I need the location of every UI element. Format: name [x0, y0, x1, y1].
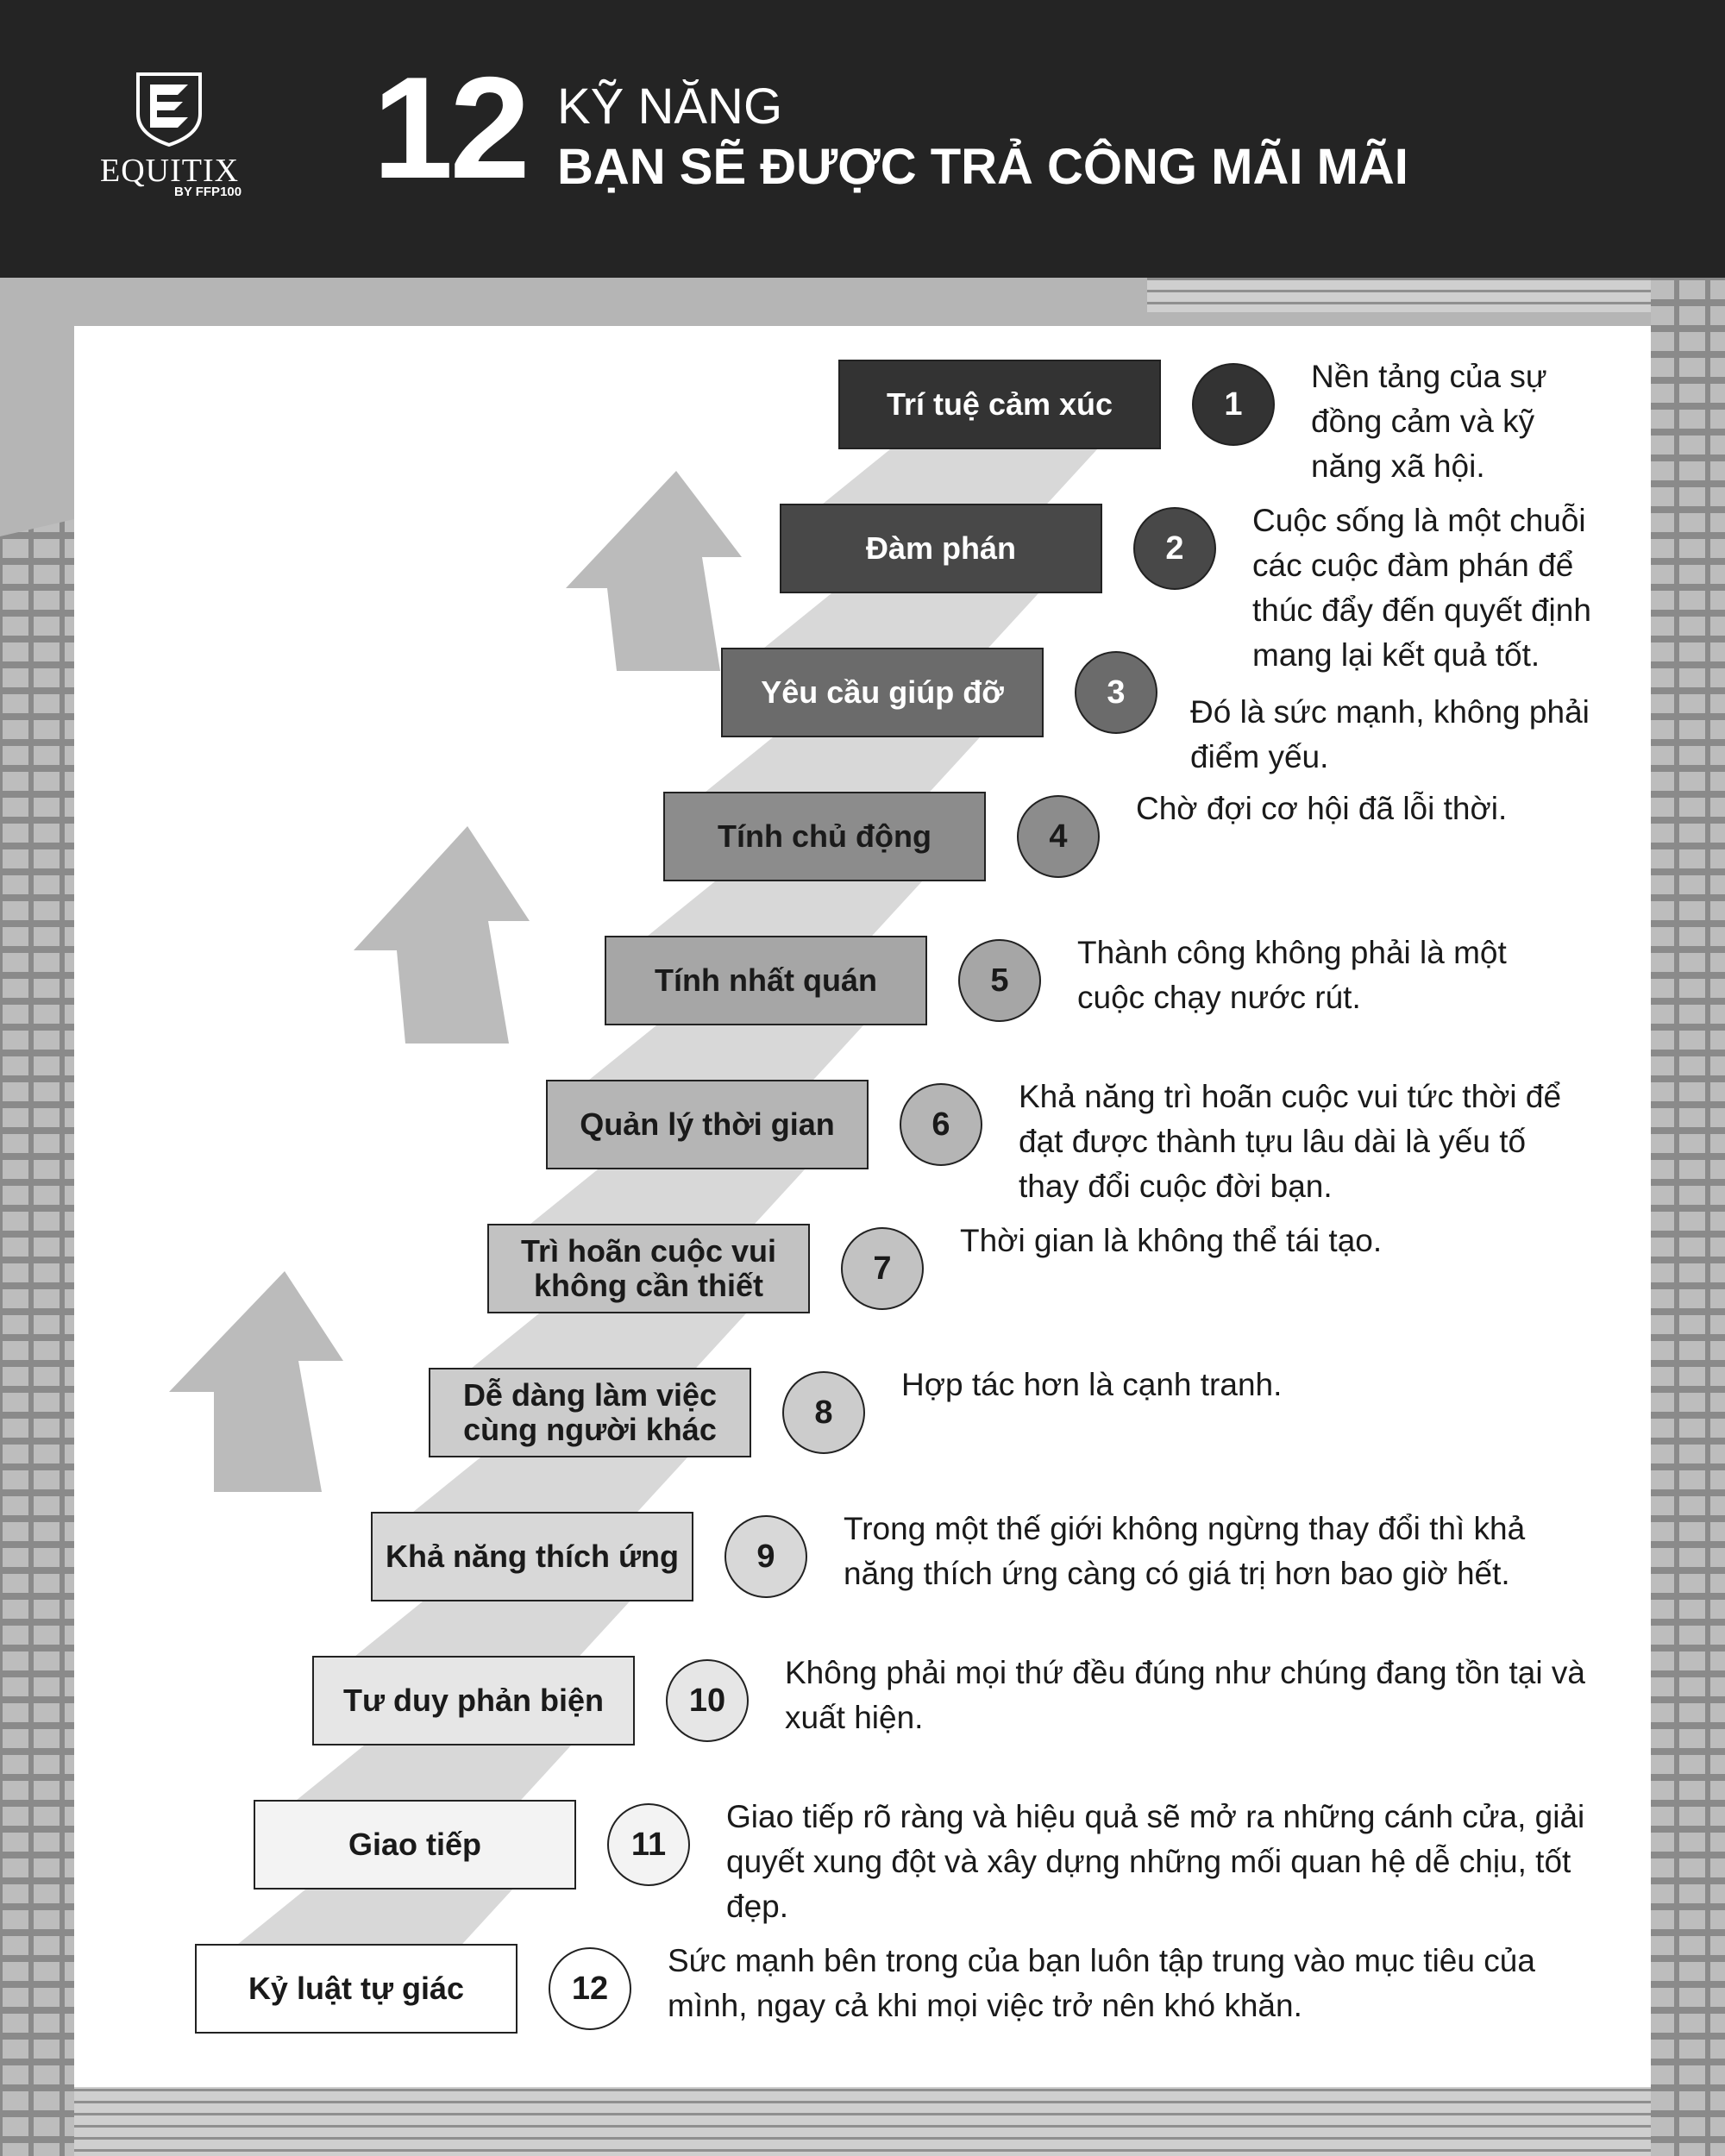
- equitix-logo: [100, 69, 247, 198]
- skill-description: Sức mạnh bên trong của bạn luôn tập trung vào mục tiêu của mình, ngay cả khi mọi việc trở nên khó khăn.: [668, 1943, 1535, 2023]
- skill-description: Đó là sức mạnh, không phải điểm yếu.: [1190, 694, 1590, 774]
- skill-description: Cuộc sống là một chuỗi các cuộc đàm phán để thúc đẩy đến quyết định mang lại kết quả tốt.: [1252, 503, 1591, 673]
- headline-number: 12: [373, 47, 527, 209]
- skill-description: Hợp tác hơn là cạnh tranh.: [901, 1367, 1283, 1402]
- headline-line-1: KỸ NĂNG: [557, 78, 783, 135]
- skill-number-badge: 12: [549, 1947, 631, 2030]
- skill-number-badge: 4: [1017, 795, 1100, 878]
- skill-number-badge: 1: [1192, 363, 1275, 446]
- skill-step-box: Tính nhất quán: [605, 936, 927, 1025]
- skill-number-badge: 9: [724, 1515, 807, 1598]
- skill-number-badge: 2: [1133, 507, 1216, 590]
- skill-step-box: Yêu cầu giúp đỡ: [721, 648, 1044, 737]
- skill-step-box: Quản lý thời gian: [546, 1080, 869, 1169]
- skill-step-box: Giao tiếp: [254, 1800, 576, 1890]
- skill-number-badge: 8: [782, 1371, 865, 1454]
- skill-step-box: Tính chủ động: [663, 792, 986, 881]
- skill-description: Không phải mọi thứ đều đúng như chúng đang tồn tại và xuất hiện.: [785, 1655, 1585, 1735]
- skill-number-badge: 5: [958, 939, 1041, 1022]
- skill-number-badge: 11: [607, 1803, 690, 1886]
- skill-number-badge: 10: [666, 1659, 749, 1742]
- skill-step-box: Kỷ luật tự giác: [195, 1944, 518, 2034]
- skill-description: Trong một thế giới không ngừng thay đổi thì khả năng thích ứng càng có giá trị hơn bao giờ hết.: [844, 1511, 1526, 1591]
- skill-step-box: Trí tuệ cảm xúc: [838, 360, 1161, 449]
- skill-description: Khả năng trì hoãn cuộc vui tức thời để đạt được thành tựu lâu dài là yếu tố thay đổi cuộc đời bạn.: [1019, 1079, 1562, 1204]
- skill-step-box: Trì hoãn cuộc vui không cần thiết: [487, 1224, 810, 1313]
- header-banner: [0, 0, 1725, 278]
- skill-description: Chờ đợi cơ hội đã lỗi thời.: [1136, 791, 1508, 826]
- logo-subtitle: BY FFP100: [174, 185, 242, 199]
- logo-name: EQUITIX: [100, 153, 240, 189]
- skill-description: Thành công không phải là một cuộc chạy nước rút.: [1077, 935, 1507, 1015]
- skill-description: Nền tảng của sự đồng cảm và kỹ năng xã hội.: [1311, 359, 1547, 484]
- skill-description: Giao tiếp rõ ràng và hiệu quả sẽ mở ra những cánh cửa, giải quyết xung đột và xây dựng những mối quan hệ dễ chịu, tốt đẹp.: [726, 1799, 1585, 1924]
- skill-step-box: Đàm phán: [780, 504, 1102, 593]
- skill-step-box: Khả năng thích ứng: [371, 1512, 693, 1601]
- shield-logo-icon: [135, 69, 204, 147]
- skill-number-badge: 6: [900, 1083, 982, 1166]
- skill-step-box: Dễ dàng làm việc cùng người khác: [429, 1368, 751, 1457]
- skill-description: Thời gian là không thể tái tạo.: [960, 1223, 1383, 1258]
- skill-step-box: Tư duy phản biện: [312, 1656, 635, 1745]
- skill-number-badge: 3: [1075, 651, 1157, 734]
- skill-number-badge: 7: [841, 1227, 924, 1310]
- headline-line-2: BẠN SẼ ĐƯỢC TRẢ CÔNG MÃI MÃI: [557, 139, 1408, 195]
